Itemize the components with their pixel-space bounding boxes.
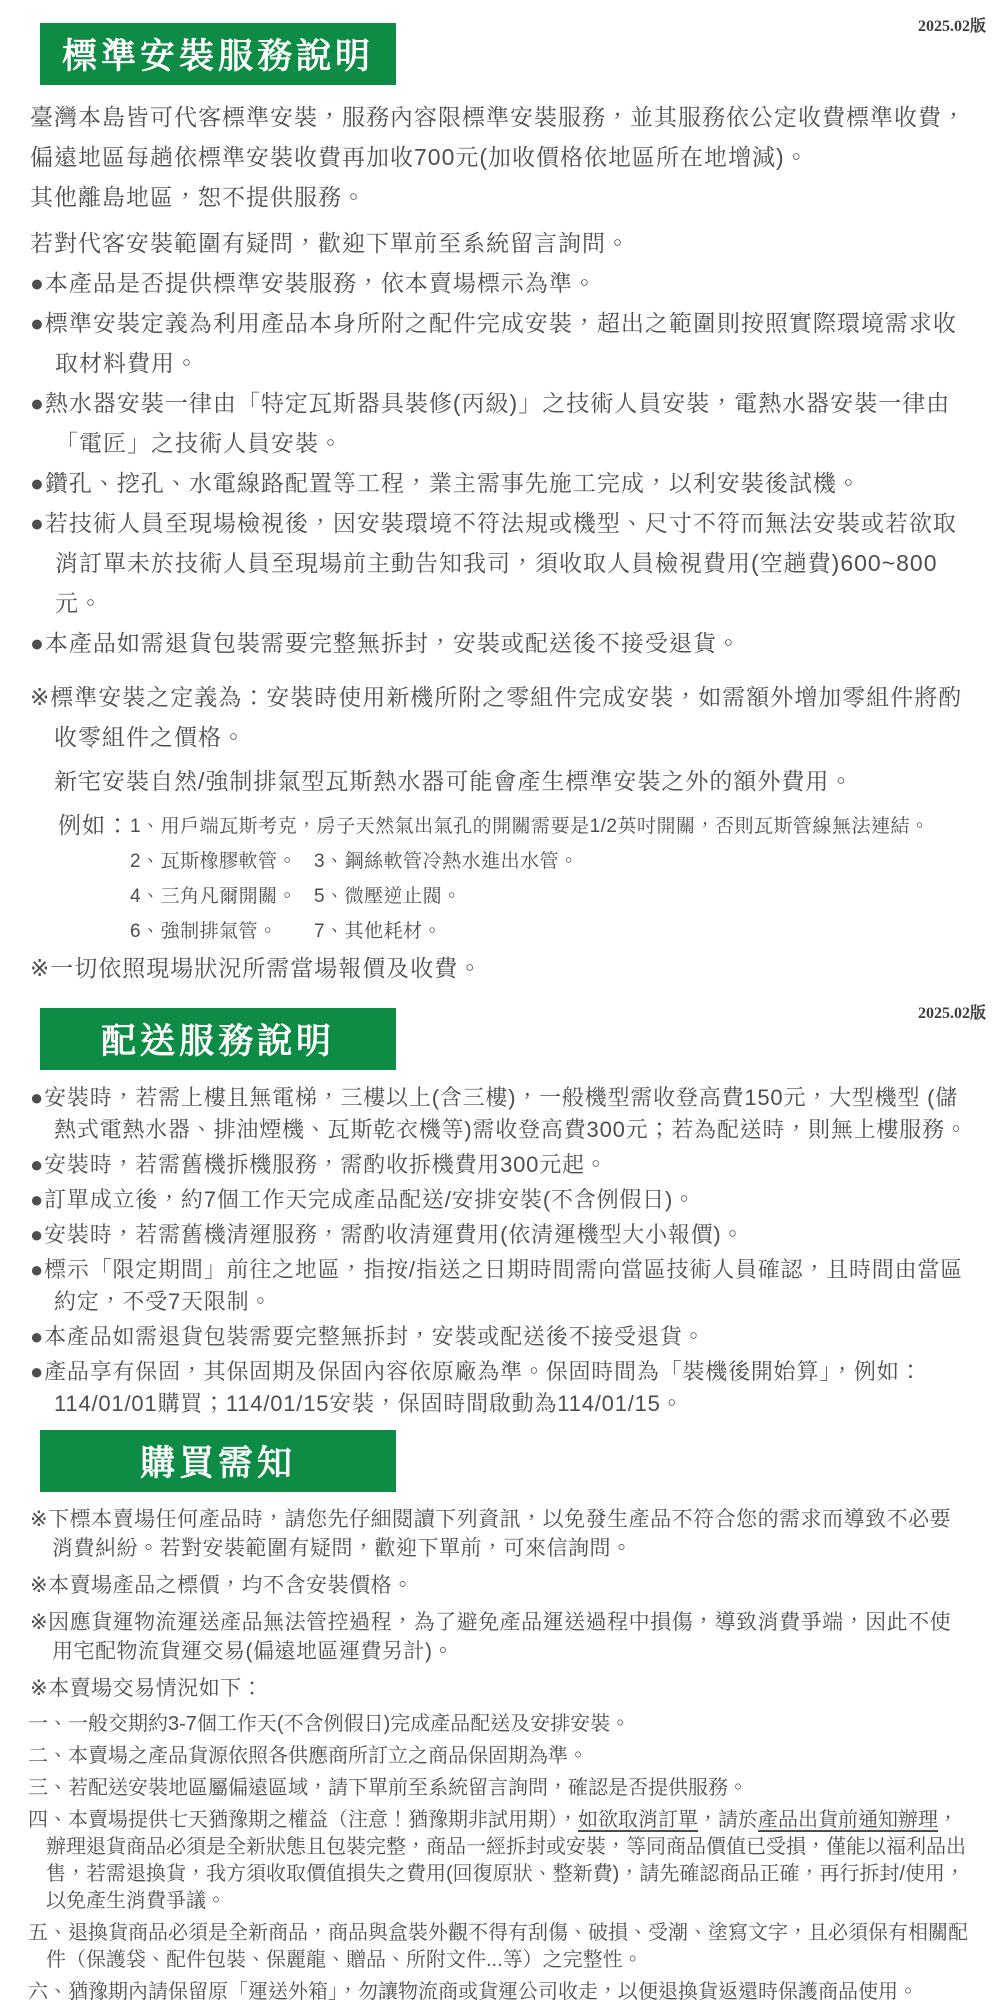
delivery-bullet: ●安裝時，若需上樓且無電梯，三樓以上(含三樓)，一般機型需收登高費150元，大型機型 (儲熱式電熱水器、排油煙機、瓦斯乾衣機等)需收登高費300元；若為配送時，則無上樓服務。 [30,1085,968,1142]
install-intro-line: 臺灣本島皆可代客標準安裝，服務內容限標準安裝服務，並其服務依公定收費標準收費，偏遠地區每趟依標準安裝收費再加收700元(加收價格依地區所在地增減)。 [30,104,966,170]
example-label: 例如： [58,812,130,838]
delivery-section-header [40,1008,396,1070]
example-item: 7、其他耗材。 [314,921,443,942]
install-bullet: ●標準安裝定義為利用產品本身所附之配件完成安裝，超出之範圍則按照實際環境需求收取材料費用。 [30,310,957,376]
example-item-row [130,916,929,948]
cancel-policy-underline: 產品出貨前通知辦理 [758,1809,938,1831]
install-note-onsite-quote: ※一切依照現場狀況所需當場報價及收費。 [30,955,483,981]
purchase-note: ※本賣場產品之標價，均不含安裝價格。 [30,1574,414,1597]
purchase-note: ※本賣場交易情況如下： [30,1677,264,1700]
example-item: 6、強制排氣管。 [130,921,278,942]
cancel-policy-text: ，請於 [698,1809,758,1831]
purchase-note: ※下標本賣場任何產品時，請您先仔細閱讀下列資訊，以免發生產品不符合您的需求而導致不必要消費糾紛。若對安裝範圍有疑問，歡迎下單前，可來信詢問。 [30,1508,952,1560]
delivery-section-body [30,1082,968,1420]
install-note-definition: ※標準安裝之定義為：安裝時使用新機所附之零組件完成安裝，如需額外增加零組件將酌收零組件之價格。 [30,684,963,750]
example-item-row [130,881,929,913]
install-bullet: ●本產品如需退貨包裝需要完整無拆封，安裝或配送後不接受退貨。 [30,630,741,656]
install-bullet: ●鑽孔、挖孔、水電線路配置等工程，業主需事先施工完成，以利安裝後試機。 [30,470,861,496]
cancel-policy-text: 四、本賣場提供七天猶豫期之權益（注意！猶豫期非試用期）， [28,1809,578,1831]
delivery-bullet: ●訂單成立後，約7個工作天完成產品配送/安排安裝(不含例假日)。 [30,1187,696,1212]
example-item: 3、鋼絲軟管冷熱水進出水管。 [314,851,579,872]
install-note-extra-fee: 新宅安裝自然/強制排氣型瓦斯熱水器可能會產生標準安裝之外的額外費用。 [54,768,854,794]
version-label-delivery: 2025.02版 [917,1005,986,1022]
version-label-top: 2025.02版 [917,18,986,35]
purchase-list-item: 三、若配送安裝地區屬偏遠區域，請下單前至系統留言詢問，確認是否提供服務。 [28,1777,748,1799]
purchase-list-item: 一、一般交期約3-7個工作天(不含例假日)完成產品配送及安排安裝。 [28,1713,631,1735]
install-section-body [30,97,968,988]
cancel-policy-text: ，辦理退貨商品必須是全新狀態且包裝完整，商品一經拆封或安裝，等同商品價值已受損，僅能以福利品出售，若需退換貨，我方須收取價值損失之費用(回復原狀、整新費)，請先確認商品正確，再行拆封/使用，以免產生消費爭議。 [46,1809,966,1912]
install-section-title: 標準安裝服務說明 [61,37,374,76]
purchase-list-item: 二、本賣場之產品貨源依照各供應商所訂立之商品保固期為準。 [28,1745,588,1767]
delivery-bullet: ●安裝時，若需舊機清運服務，需酌收清運費用(依清運機型大小報價)。 [30,1222,745,1247]
delivery-bullet: ●標示「限定期間」前往之地區，指按/指送之日期時間需向當區技術人員確認，且時間由當區約定，不受7天限制。 [30,1257,964,1314]
example-items [130,809,929,948]
purchase-list-item: 五、退換貨商品必須是全新商品，商品與盒裝外觀不得有刮傷、破損、受潮、塗寫文字，且必須保有相關配件（保護袋、配件包裝、保麗龍、贈品、所附文件...等）之完整性。 [28,1922,968,1971]
example-item: 4、三角凡爾開關。 [130,886,298,907]
purchase-notes [30,1505,968,1703]
cancel-policy-underline: 如欲取消訂單 [578,1809,698,1831]
purchase-list-item-cancel-policy [28,1807,968,1915]
delivery-section-title: 配送服務說明 [100,1022,335,1061]
purchase-list-item: 六、猶豫期內請保留原「運送外箱」，勿讓物流商或貨運公司收走，以便退換貨返還時保護商品使用。 [28,1981,918,2003]
delivery-bullet: ●本產品如需退貨包裝需要完整無拆封，安裝或配送後不接受退貨。 [30,1324,706,1349]
install-example-block [58,809,968,948]
delivery-bullet: ●安裝時，若需舊機拆機服務，需酌收拆機費用300元起。 [30,1152,608,1177]
install-bullet: ●若技術人員至現場檢視後，因安裝環境不符法規或機型、尺寸不符而無法安裝或若欲取消訂單未於技術人員至現場前主動告知我司，須收取人員檢視費用(空趟費)600~800元。 [30,510,957,616]
purchase-numbered-list [28,1711,968,2006]
purchase-note: ※因應貨運物流運送產品無法管控過程，為了避免產品運送過程中損傷，導致消費爭端，因此不使用宅配物流貨運交易(偏遠地區運費另計)。 [30,1611,952,1663]
example-item: 5、微壓逆止閥。 [314,886,462,907]
example-item: 1、用戶端瓦斯考克，房子天然氣出氣孔的開關需要是1/2英吋開關，否則瓦斯管線無法連結。 [130,816,930,837]
example-item-row [130,846,929,878]
install-intro-line: 其他離島地區，恕不提供服務。 [30,184,366,210]
delivery-bullet: ●產品享有保固，其保固期及保固內容依原廠為準。保固時間為「裝機後開始算」，例如：114/01/01購買；114/01/15安裝，保固時間啟動為114/01/15。 [30,1359,923,1416]
install-question-line: 若對代客安裝範圍有疑問，歡迎下單前至系統留言詢問。 [30,230,630,256]
install-section-header [40,23,396,85]
install-bullet: ●熱水器安裝一律由「特定瓦斯器具裝修(丙級)」之技術人員安裝，電熱水器安裝一律由「電匠」之技術人員安裝。 [30,390,951,456]
install-bullet: ●本產品是否提供標準安裝服務，依本賣場標示為準。 [30,270,597,296]
purchase-section-header [40,1430,396,1492]
example-item: 2、瓦斯橡膠軟管。 [130,851,298,872]
purchase-section-title: 購買需知 [139,1444,296,1483]
